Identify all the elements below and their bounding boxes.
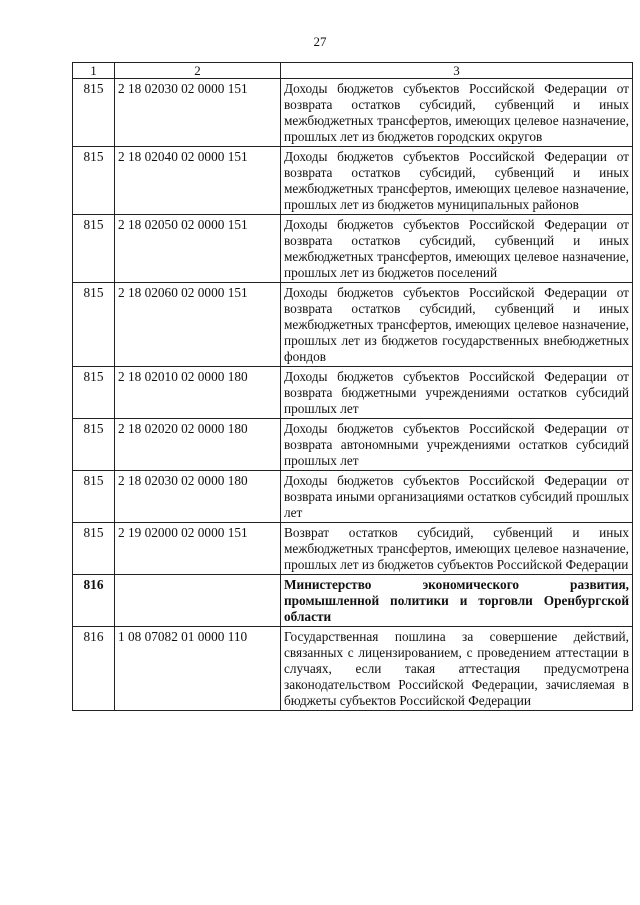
admin-code-cell: 815 <box>73 419 115 471</box>
admin-code-cell: 816 <box>73 575 115 627</box>
admin-code-cell: 815 <box>73 523 115 575</box>
description-cell: Доходы бюджетов субъектов Российской Федерации от возврата остатков субсидий, субвенций и иных межбюджетных трансфертов, имеющих целевое назначение, прошлых лет из бюджетов государственных внебюджетных фондов <box>281 283 633 367</box>
budget-code-cell: 2 18 02040 02 0000 151 <box>115 147 281 215</box>
header-col-3: 3 <box>281 63 633 79</box>
budget-code-cell: 2 19 02000 02 0000 151 <box>115 523 281 575</box>
budget-code-cell: 2 18 02020 02 0000 180 <box>115 419 281 471</box>
table-row <box>73 419 633 471</box>
budget-code-cell: 2 18 02030 02 0000 180 <box>115 471 281 523</box>
description-cell: Доходы бюджетов субъектов Российской Федерации от возврата остатков субсидий, субвенций и иных межбюджетных трансфертов, имеющих целевое назначение, прошлых лет из бюджетов поселений <box>281 215 633 283</box>
admin-code-cell: 815 <box>73 283 115 367</box>
description-cell: Доходы бюджетов субъектов Российской Федерации от возврата автономными учреждениями остатков субсидий прошлых лет <box>281 419 633 471</box>
table-row <box>73 147 633 215</box>
admin-code-cell: 815 <box>73 367 115 419</box>
description-cell: Доходы бюджетов субъектов Российской Федерации от возврата бюджетными учреждениями остатков субсидий прошлых лет <box>281 367 633 419</box>
description-cell: Возврат остатков субсидий, субвенций и иных межбюджетных трансфертов, имеющих целевое назначение, прошлых лет из бюджетов субъектов Российской Федерации <box>281 523 633 575</box>
description-cell: Доходы бюджетов субъектов Российской Федерации от возврата остатков субсидий, субвенций и иных межбюджетных трансфертов, имеющих целевое назначение, прошлых лет из бюджетов муниципальных районов <box>281 147 633 215</box>
table-row <box>73 215 633 283</box>
admin-code-cell: 815 <box>73 79 115 147</box>
admin-code-cell: 815 <box>73 471 115 523</box>
page-number: 27 <box>313 34 327 49</box>
budget-code-cell: 2 18 02010 02 0000 180 <box>115 367 281 419</box>
admin-code-cell: 815 <box>73 147 115 215</box>
admin-code-cell: 815 <box>73 215 115 283</box>
budget-classification-table <box>72 62 633 711</box>
description-cell: Государственная пошлина за совершение действий, связанных с лицензированием, с проведением аттестации в случаях, если такая аттестация предусмотрена законодательством Российской Федерации, зачисляемая в бюджеты субъектов Российской Федерации <box>281 627 633 711</box>
description-cell: Доходы бюджетов субъектов Российской Федерации от возврата иными организациями остатков субсидий прошлых лет <box>281 471 633 523</box>
table-row <box>73 575 633 627</box>
budget-code-cell <box>115 575 281 627</box>
budget-code-cell: 2 18 02060 02 0000 151 <box>115 283 281 367</box>
header-col-2: 2 <box>115 63 281 79</box>
table-header-row <box>73 63 633 79</box>
table-row <box>73 367 633 419</box>
budget-code-cell: 2 18 02030 02 0000 151 <box>115 79 281 147</box>
description-cell: Доходы бюджетов субъектов Российской Федерации от возврата остатков субсидий, субвенций и иных межбюджетных трансфертов, имеющих целевое назначение, прошлых лет из бюджетов городских округов <box>281 79 633 147</box>
table-row <box>73 283 633 367</box>
budget-code-cell: 2 18 02050 02 0000 151 <box>115 215 281 283</box>
description-cell: Министерство экономического развития, промышленной политики и торговли Оренбургской области <box>281 575 633 627</box>
table-row <box>73 627 633 711</box>
budget-code-cell: 1 08 07082 01 0000 110 <box>115 627 281 711</box>
table-row <box>73 79 633 147</box>
table-row <box>73 523 633 575</box>
table-row <box>73 471 633 523</box>
admin-code-cell: 816 <box>73 627 115 711</box>
header-col-1: 1 <box>73 63 115 79</box>
